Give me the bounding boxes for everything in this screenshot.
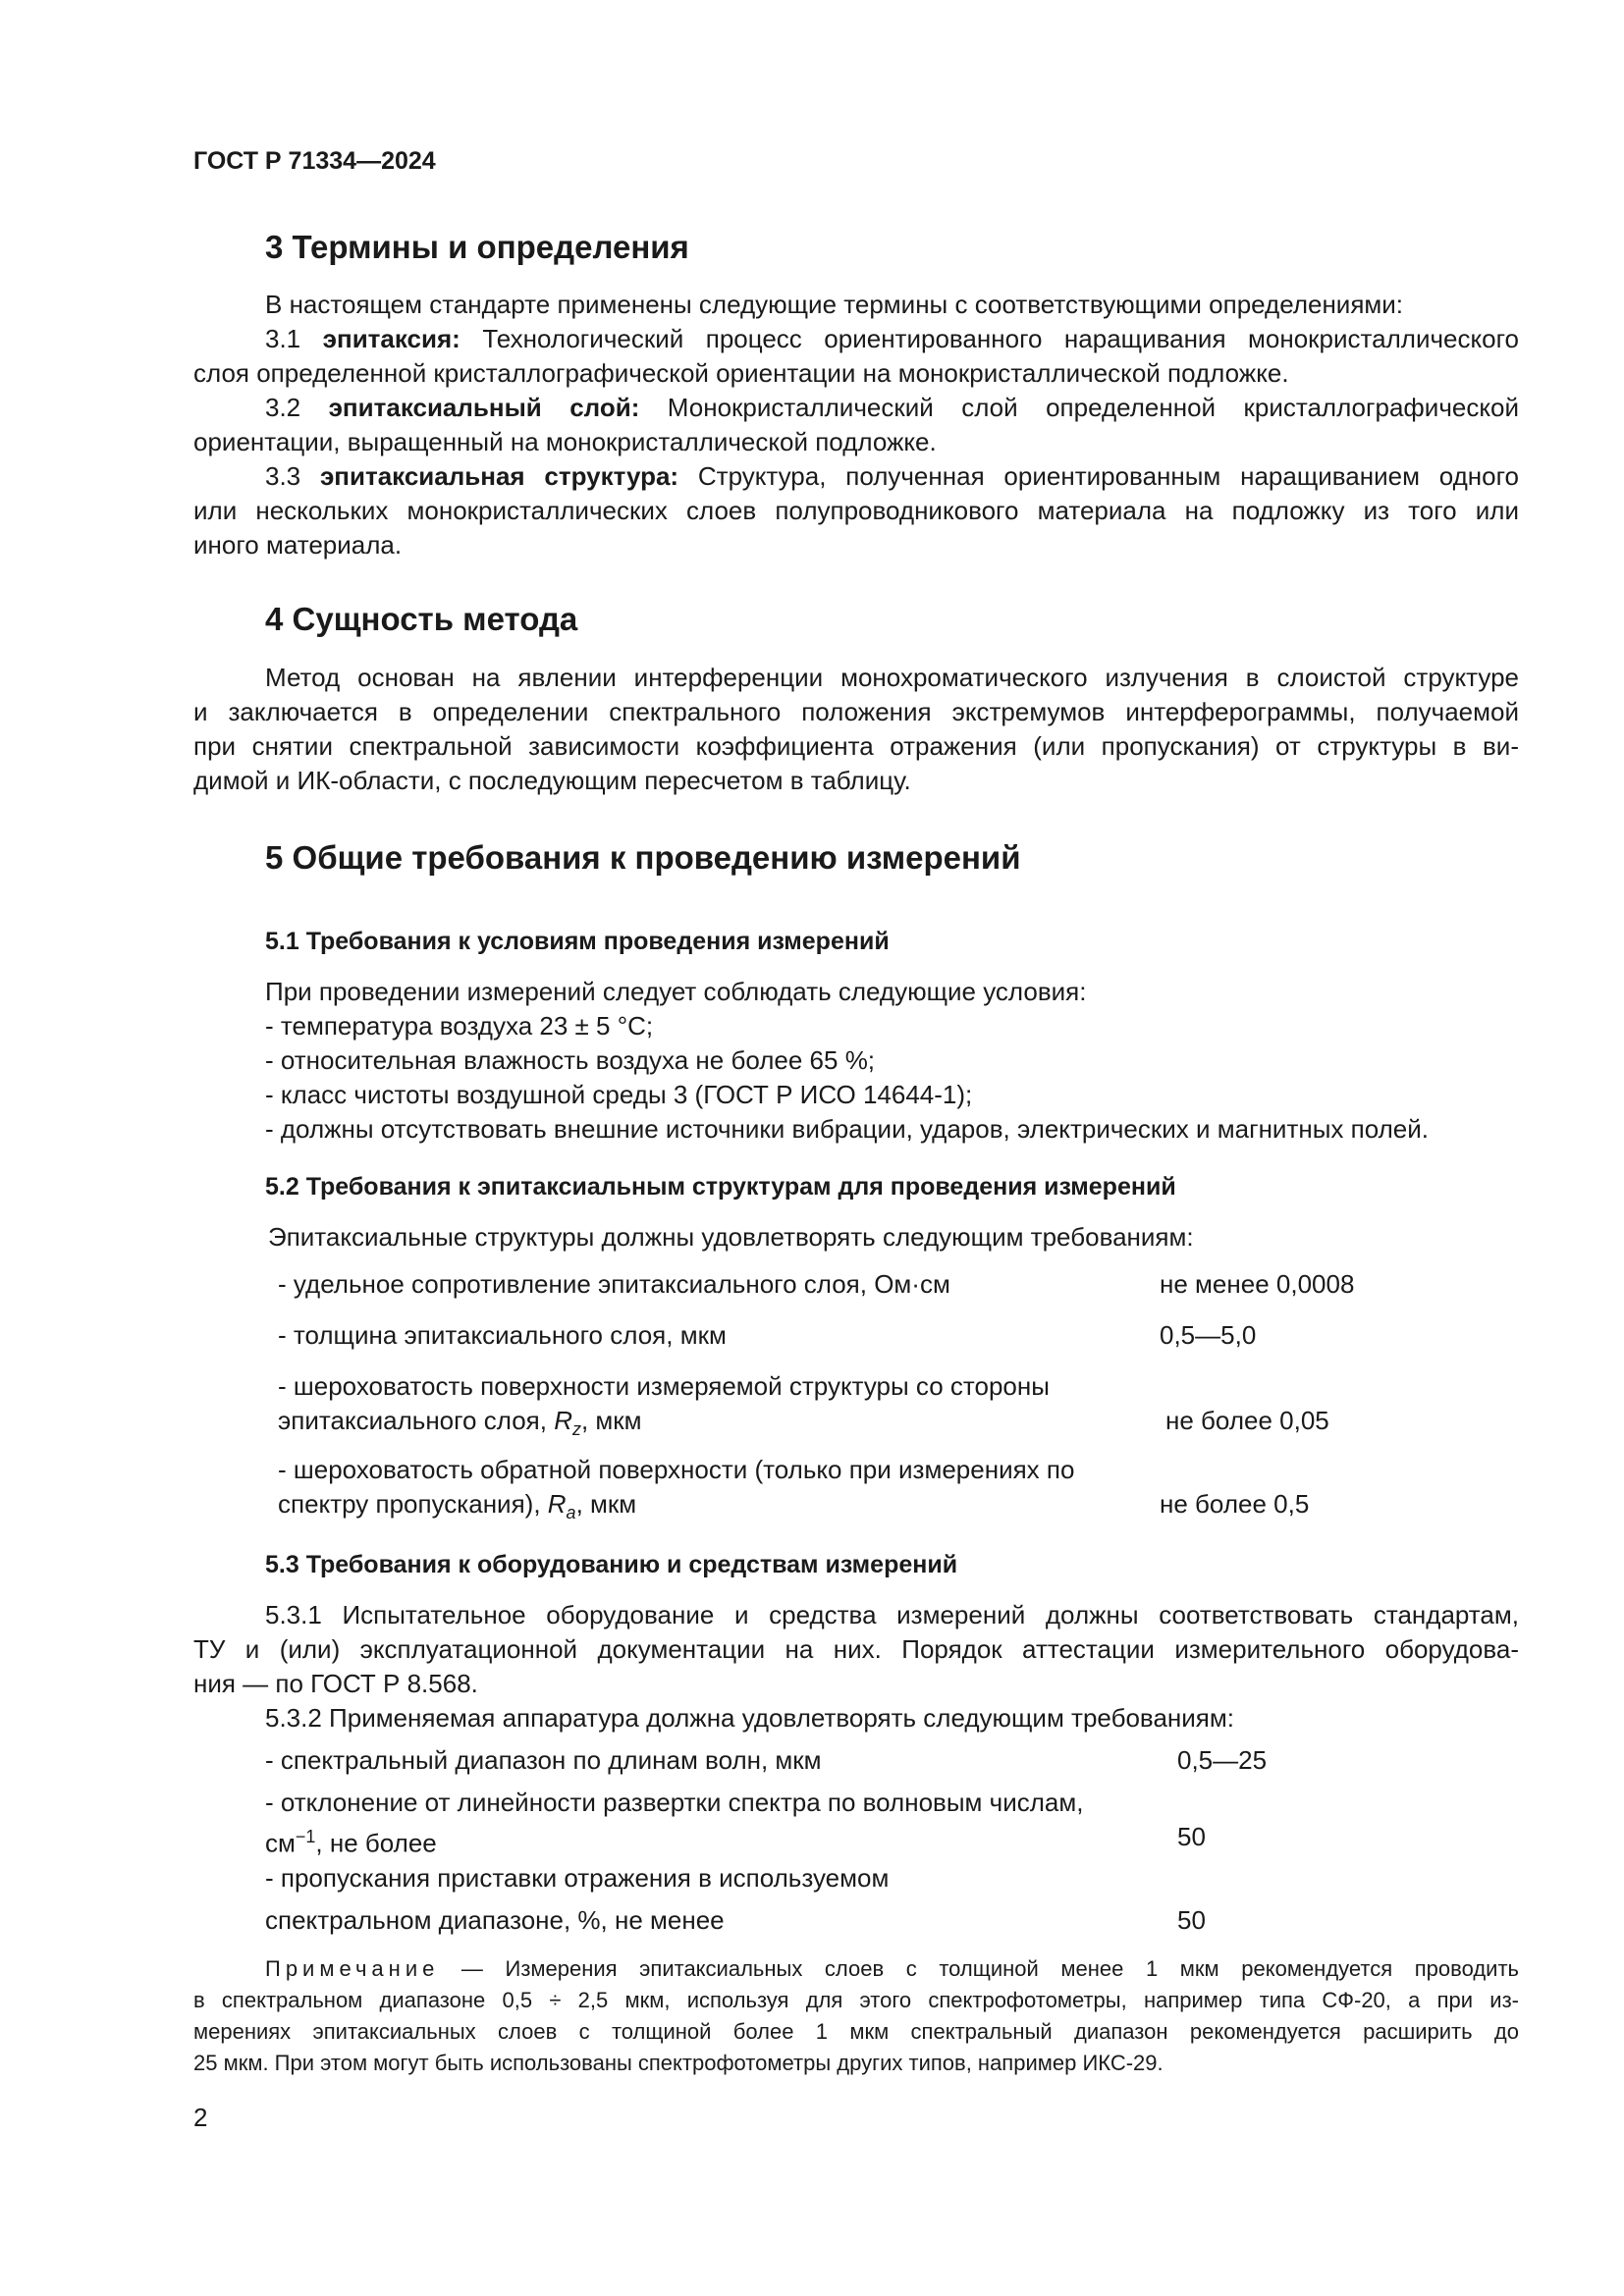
req-thickness-label: - толщина эпитаксиального слоя, мкм [278,1320,727,1350]
term-3-2-line-2: ориентации, выращенный на монокристаллической подложке. [193,427,937,456]
req-roughness-back [278,1453,1074,1530]
term-3-1-line-1: 3.1 эпитаксия: Технологический процесс ориентированного наращивания монокристаллического [265,324,1519,353]
condition-item: - класс чистоты воздушной среды 3 (ГОСТ Р ИСО 14644-1); [265,1080,973,1109]
note-line-2: в спектральном диапазоне 0,5 ÷ 2,5 мкм, используя для этого спектрофотометры, например типа СФ-20, а при из- [193,1988,1519,2012]
equip-linearity-value: 50 [1177,1822,1206,1851]
section-4-line-1: Метод основан на явлении интерференции монохроматического излучения в слоистой структуре [265,663,1519,692]
section-5-3-body [193,1598,1519,1735]
req-roughness-back-line-1: - шероховатость обратной поверхности (только при измерениях по [278,1455,1075,1484]
term-3-1-title: эпитаксия: [322,324,460,353]
term-3-2-line-1: 3.2 эпитаксиальный слой: Монокристаллический слой определенной кристаллографической [265,393,1519,422]
section-4-heading: 4 Сущность метода [265,601,578,637]
section-5-1-heading: 5.1 Требования к условиям проведения измерений [265,928,890,955]
term-3-2-title: эпитаксиальный слой: [328,393,640,422]
term-3-1-line-2: слоя определенной кристаллографической ориентации на монокристаллической подложке. [193,358,1289,388]
section-4-body [193,661,1519,798]
section-5-1-intro: При проведении измерений следует соблюдать следующие условия: [265,977,1087,1006]
condition-item: - температура воздуха 23 ± 5 °С; [265,1011,654,1041]
section-4-line-3: при снятии спектральной зависимости коэффициента отражения (или пропускания) от структуры в ви- [193,731,1519,761]
note-label: Примечание [265,1956,440,1981]
section-3-body [193,288,1519,562]
req-resistivity-value: не менее 0,0008 [1160,1269,1355,1299]
req-roughness-front-line-1: - шероховатость поверхности измеряемой структуры со стороны [278,1371,1050,1401]
section-5-3-heading: 5.3 Требования к оборудованию и средствам измерений [265,1551,958,1578]
equip-linearity-line-1: - отклонение от линейности развертки спектра по волновым числам, [265,1788,1084,1817]
equip-transmission-line-1: - пропускания приставки отражения в используемом [265,1863,890,1893]
equip-transmission-line-2: спектральном диапазоне, %, не менее [265,1905,725,1935]
section-5-1-body [265,975,1429,1147]
note-line-3: мерениях эпитаксиальных слоев с толщиной более 1 мкм спектральный диапазон рекомендуется расширить до [193,2019,1519,2044]
para-5-3-1-line-2: ТУ и (или) эксплуатационной документации на них. Порядок аттестации измерительного оборудова- [193,1634,1519,1664]
note-line-4: 25 мкм. При этом могут быть использованы спектрофотометры других типов, например ИКС-29. [193,2051,1164,2075]
section-5-heading: 5 Общие требования к проведению измерений [265,839,1021,876]
equip-linearity [265,1786,1083,1861]
term-3-3-line-3: иного материала. [193,530,403,560]
section-5-2-heading: 5.2 Требования к эпитаксиальным структурам для проведения измерений [265,1173,1176,1201]
equip-spectral-range-value: 0,5—25 [1177,1745,1268,1775]
para-5-3-2: 5.3.2 Применяемая аппаратура должна удовлетворять следующим требованиям: [265,1703,1234,1733]
term-3-3-title: эпитаксиальная структура: [319,461,679,491]
equip-transmission [265,1861,889,1938]
req-roughness-back-value: не более 0,5 [1160,1489,1310,1519]
para-5-3-1-line-1: 5.3.1 Испытательное оборудование и средства измерений должны соответствовать стандартам, [265,1600,1519,1629]
req-thickness-value: 0,5—5,0 [1160,1320,1257,1350]
section-3-intro: В настоящем стандарте применены следующие термины с соответствующими определениями: [265,290,1404,319]
req-roughness-back-line-2: спектру пропускания), $R_a$, мкм [278,1489,637,1523]
section-4-line-4: димой и ИК-области, с последующим пересчетом в таблицу. [193,766,911,795]
para-5-3-1-line-3: ния — по ГОСТ Р 8.568. [193,1669,478,1698]
note-line-1: Примечание — Измерения эпитаксиальных слоев с толщиной менее 1 мкм рекомендуется проводить [265,1956,1519,1981]
page-number: 2 [193,2103,208,2132]
req-roughness-front [278,1369,1050,1447]
req-resistivity-label: - удельное сопротивление эпитаксиального слоя, Ом·см [278,1269,950,1299]
note-block [193,1953,1519,2079]
req-roughness-front-value: не более 0,05 [1165,1406,1329,1435]
condition-item: - относительная влажность воздуха не более 65 %; [265,1045,876,1075]
section-4-line-2: и заключается в определении спектрального положения экстремумов интерферограммы, получаемой [193,697,1519,726]
term-3-3-line-2: или нескольких монокристаллических слоев полупроводникового материала на подложку из того или [193,496,1519,525]
section-5-2-intro: Эпитаксиальные структуры должны удовлетворять следующим требованиям: [268,1222,1194,1252]
equip-spectral-range-label: - спектральный диапазон по длинам волн, мкм [265,1745,822,1775]
standard-header: ГОСТ Р 71334—2024 [193,147,436,175]
term-3-3-line-1: 3.3 эпитаксиальная структура: Структура, полученная ориентированным наращиванием одного [265,461,1519,491]
req-roughness-front-line-2: эпитаксиального слоя, $R_z$, мкм [278,1406,642,1440]
condition-item: - должны отсутствовать внешние источники вибрации, ударов, электрических и магнитных полей. [265,1114,1429,1144]
section-3-heading: 3 Термины и определения [265,229,689,265]
equip-transmission-value: 50 [1177,1905,1206,1935]
equip-linearity-line-2: $см^{-1}$, не более [265,1827,437,1858]
